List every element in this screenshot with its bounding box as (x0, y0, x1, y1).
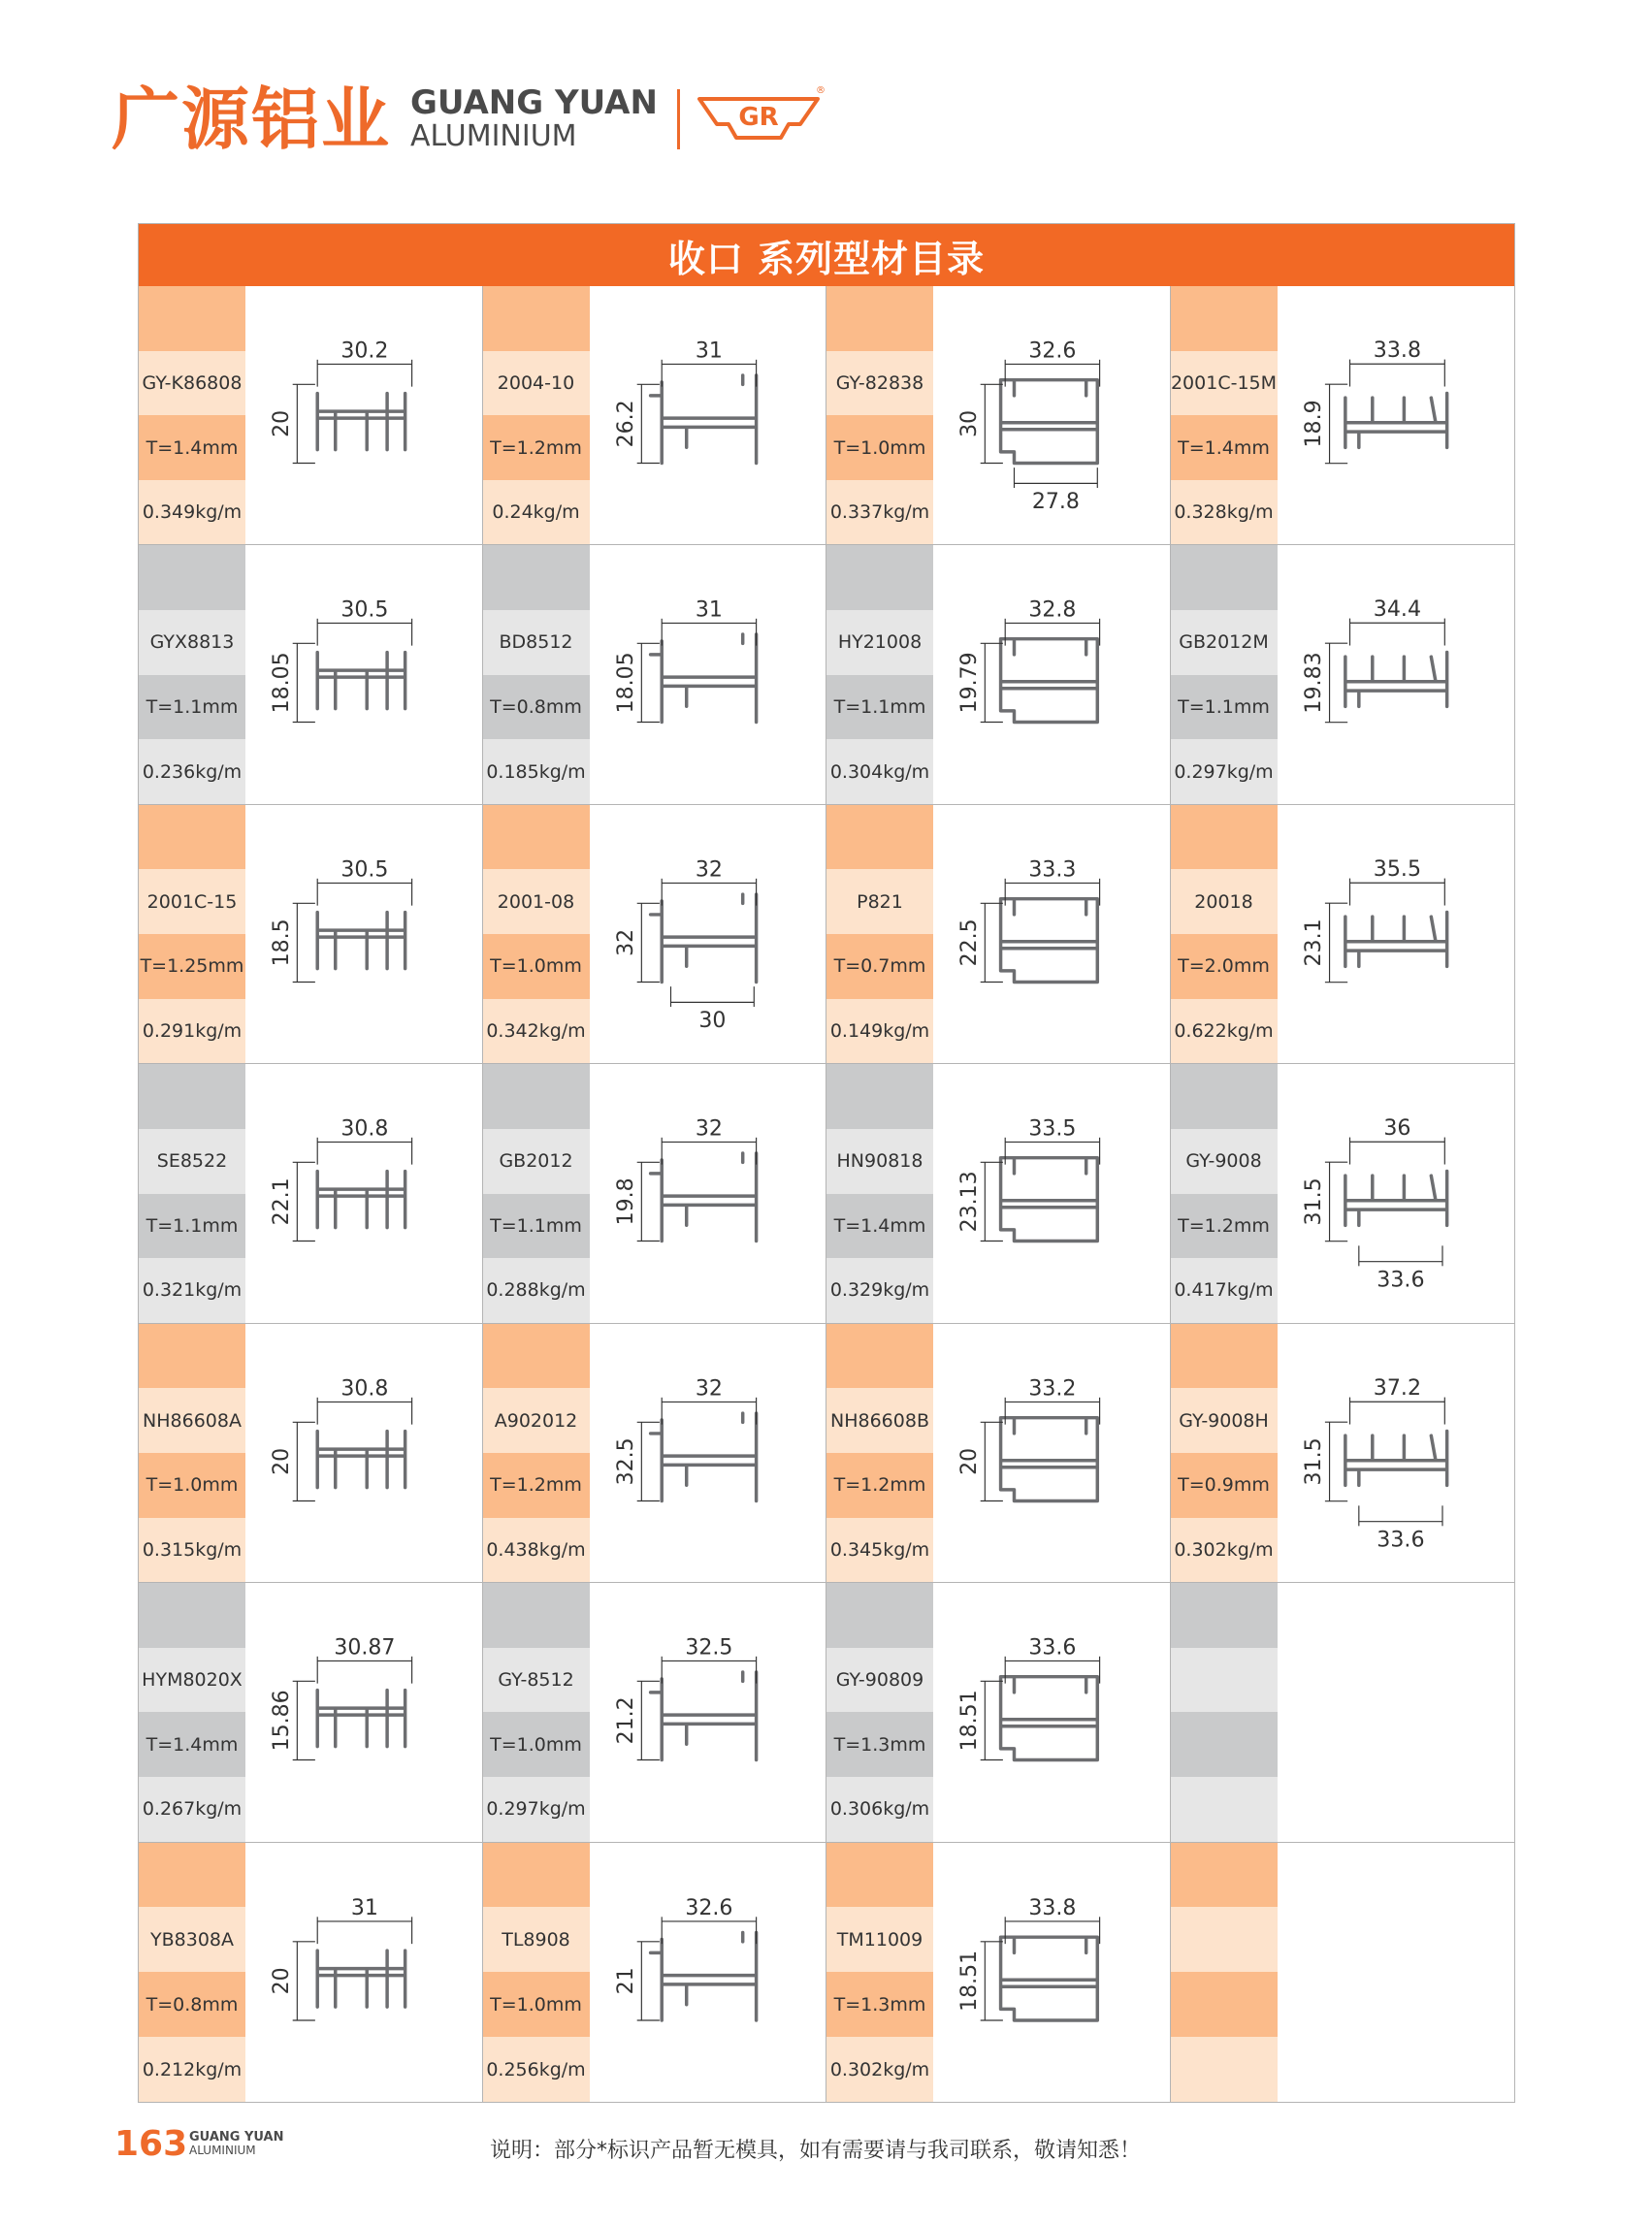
dimension-height: 18.05 (270, 652, 295, 714)
profile-section-diagram (933, 286, 1170, 544)
logo-letters: GR (738, 103, 779, 132)
profile-weight: 0.306kg/m (826, 1777, 933, 1842)
profile-weight: 0.321kg/m (139, 1258, 245, 1323)
dimension-height: 15.86 (270, 1690, 295, 1752)
profile-weight: 0.328kg/m (1171, 480, 1278, 545)
profile-drawing (933, 805, 1170, 1063)
profile-thickness: T=1.1mm (483, 1194, 590, 1259)
profile-drawing (245, 1324, 482, 1582)
profile-section-diagram (590, 1843, 826, 2102)
profile-cell (483, 1324, 827, 1583)
header-band (483, 1583, 590, 1648)
dimension-height: 30 (957, 409, 983, 437)
header-band (826, 1324, 933, 1389)
profile-section-diagram (245, 1583, 482, 1841)
dimension-height: 20 (270, 409, 295, 437)
dimension-width: 34.4 (1373, 597, 1421, 623)
profile-weight (1171, 2037, 1278, 2102)
profile-thickness: T=1.1mm (139, 1194, 245, 1259)
profile-code: 2004-10 (483, 351, 590, 416)
profile-cell (483, 1064, 827, 1323)
profile-thickness: T=1.0mm (139, 1453, 245, 1518)
profile-section-diagram (245, 1064, 482, 1322)
profile-thickness: T=1.3mm (826, 1712, 933, 1777)
brand-name-cn: 广源铝业 (112, 80, 391, 159)
profile-code: 2001C-15M (1171, 351, 1278, 416)
profile-code: GY-8512 (483, 1648, 590, 1713)
profile-section-diagram (1278, 545, 1515, 803)
dimension-width: 32 (695, 1376, 723, 1402)
dimension-width: 32 (695, 857, 723, 883)
empty-cell (1171, 1843, 1515, 2102)
profile-drawing (245, 545, 482, 803)
header-band (483, 286, 590, 351)
profile-cell (139, 1843, 483, 2102)
profile-code: HY21008 (826, 610, 933, 675)
profile-code: NH86608A (139, 1388, 245, 1453)
dimension-height: 20 (270, 1447, 295, 1475)
dimension-width: 36 (1382, 1115, 1410, 1142)
profile-drawing (933, 545, 1170, 803)
guangyuan-gr-logo-icon (696, 83, 826, 155)
profile-info (139, 1324, 245, 1582)
profile-thickness: T=0.8mm (139, 1972, 245, 2037)
profile-thickness: T=1.2mm (483, 1453, 590, 1518)
dimension-width: 32.6 (1028, 339, 1077, 364)
profile-code: TM11009 (826, 1907, 933, 1972)
profile-weight: 0.256kg/m (483, 2037, 590, 2102)
profile-cell (139, 545, 483, 804)
dimension-width: 31 (695, 597, 723, 623)
header-band (483, 1064, 590, 1129)
profile-thickness: T=1.0mm (826, 415, 933, 480)
profile-drawing (590, 1843, 826, 2102)
profile-weight: 0.329kg/m (826, 1258, 933, 1323)
profile-info (826, 1324, 933, 1582)
profile-thickness: T=0.7mm (826, 934, 933, 999)
profile-thickness: T=0.8mm (483, 675, 590, 740)
profile-section-diagram (933, 805, 1170, 1063)
dimension-bottom: 33.6 (1376, 1267, 1425, 1293)
dimension-width: 33.8 (1373, 338, 1421, 364)
dimension-height: 22.5 (957, 919, 983, 967)
profile-info (1171, 1324, 1278, 1582)
dimension-height: 32.5 (613, 1437, 638, 1486)
dimension-height: 20 (957, 1447, 983, 1475)
profile-drawing (1278, 805, 1515, 1063)
profile-drawing (933, 286, 1170, 544)
profile-thickness: T=1.1mm (826, 675, 933, 740)
profile-drawing (1278, 1064, 1515, 1322)
header-band (826, 1583, 933, 1648)
profile-drawing (933, 1064, 1170, 1322)
dimension-height: 18.5 (270, 919, 295, 967)
profile-code: TL8908 (483, 1907, 590, 1972)
profile-cell (826, 1064, 1171, 1323)
profile-info (1171, 545, 1278, 803)
profile-code: GY-9008H (1171, 1388, 1278, 1453)
dimension-width: 30.5 (340, 597, 389, 623)
profile-drawing (245, 286, 482, 544)
profile-cell (483, 286, 827, 545)
brand-divider (677, 89, 680, 149)
profile-info (1171, 1064, 1278, 1322)
dimension-bottom: 33.6 (1376, 1526, 1425, 1552)
profile-section-diagram (590, 286, 826, 544)
profile-code: GY-K86808 (139, 351, 245, 416)
profile-weight: 0.342kg/m (483, 999, 590, 1064)
profile-thickness: T=1.4mm (139, 415, 245, 480)
profile-info (483, 545, 590, 803)
profile-weight: 0.304kg/m (826, 739, 933, 804)
profile-weight: 0.24kg/m (483, 480, 590, 545)
profile-section-diagram (1278, 286, 1515, 544)
profile-info (826, 1064, 933, 1322)
profile-thickness: T=2.0mm (1171, 934, 1278, 999)
header-band (1171, 545, 1278, 610)
header-band (483, 1324, 590, 1389)
profile-cell (1171, 1324, 1515, 1583)
profile-info (139, 1064, 245, 1322)
profile-code: GYX8813 (139, 610, 245, 675)
profile-thickness: T=1.1mm (139, 675, 245, 740)
dimension-bottom: 30 (697, 1008, 726, 1033)
profile-weight: 0.291kg/m (139, 999, 245, 1064)
profile-info (826, 805, 933, 1063)
profile-code: HN90818 (826, 1129, 933, 1194)
profile-section-diagram (245, 1843, 482, 2102)
profile-thickness: T=1.0mm (483, 934, 590, 999)
profile-weight: 0.236kg/m (139, 739, 245, 804)
header-band (139, 805, 245, 870)
profile-drawing (245, 1583, 482, 1841)
profile-info (1171, 1843, 1278, 2102)
profile-cell (826, 805, 1171, 1064)
profile-section-diagram (245, 545, 482, 803)
dimension-height: 31.5 (1300, 1177, 1326, 1226)
profile-cell (826, 286, 1171, 545)
profile-drawing (590, 1064, 826, 1322)
profile-code: SE8522 (139, 1129, 245, 1194)
dimension-width: 33.2 (1028, 1376, 1077, 1402)
dimension-width: 30.8 (340, 1116, 389, 1142)
dimension-width: 30.5 (340, 857, 389, 883)
footer-brand-line1: GUANG YUAN (189, 2130, 284, 2144)
profile-thickness: T=1.4mm (139, 1712, 245, 1777)
dimension-height: 19.79 (957, 652, 983, 714)
dimension-width: 33.8 (1028, 1895, 1077, 1920)
profile-section-diagram (590, 805, 826, 1063)
profile-info (1171, 286, 1278, 544)
dimension-width: 35.5 (1373, 856, 1421, 883)
profile-cell (826, 1583, 1171, 1842)
header-band (1171, 1843, 1278, 1908)
profile-thickness (1171, 1712, 1278, 1777)
profile-weight: 0.417kg/m (1171, 1258, 1278, 1323)
profile-code: GY-82838 (826, 351, 933, 416)
dimension-height: 21 (613, 1966, 638, 1994)
profile-thickness: T=1.0mm (483, 1712, 590, 1777)
profile-weight: 0.267kg/m (139, 1777, 245, 1842)
dimension-width: 32.8 (1028, 597, 1077, 623)
profile-info (826, 286, 933, 544)
profile-catalog-table (138, 223, 1515, 2103)
header-band (483, 1843, 590, 1908)
profile-code: HYM8020X (139, 1648, 245, 1713)
dimension-width: 30.2 (340, 339, 389, 364)
profile-code: BD8512 (483, 610, 590, 675)
header-band (826, 1064, 933, 1129)
profile-thickness: T=1.2mm (1171, 1194, 1278, 1259)
profile-info (483, 1843, 590, 2102)
profile-thickness: T=1.25mm (139, 934, 245, 999)
profile-section-diagram (245, 1324, 482, 1582)
profile-thickness: T=1.0mm (483, 1972, 590, 2037)
profile-code: A902012 (483, 1388, 590, 1453)
profile-drawing (933, 1843, 1170, 2102)
profile-section-diagram (933, 1583, 1170, 1841)
profile-weight: 0.212kg/m (139, 2037, 245, 2102)
dimension-width: 32 (695, 1116, 723, 1142)
profile-thickness (1171, 1972, 1278, 2037)
footer-brand (189, 2131, 283, 2156)
catalog-title: 收口 系列型材目录 (139, 224, 1514, 286)
profile-info (826, 545, 933, 803)
header-band (826, 286, 933, 351)
svg-text:®: ® (815, 85, 826, 96)
profile-code: GB2012 (483, 1129, 590, 1194)
profile-info (483, 286, 590, 544)
profile-cell (1171, 805, 1515, 1064)
profile-section-diagram (590, 1583, 826, 1841)
profile-cell (139, 1064, 483, 1323)
dimension-bottom: 27.8 (1031, 489, 1080, 514)
profile-cell (1171, 286, 1515, 545)
profile-cell (826, 545, 1171, 804)
profile-drawing (1278, 1843, 1515, 2102)
profile-code: NH86608B (826, 1388, 933, 1453)
dimension-height: 26.2 (613, 400, 638, 448)
profile-code: GY-90809 (826, 1648, 933, 1713)
profile-section-diagram (590, 1324, 826, 1582)
profile-cell (1171, 545, 1515, 804)
dimension-width: 30.8 (340, 1376, 389, 1402)
dimension-height: 32 (613, 928, 638, 956)
dimension-height: 23.1 (1300, 919, 1326, 967)
profile-info (483, 1324, 590, 1582)
dimension-height: 23.13 (957, 1171, 983, 1233)
profile-drawing (1278, 1324, 1515, 1582)
profile-section-diagram (933, 1843, 1170, 2102)
profile-section-diagram (1278, 1324, 1515, 1582)
profile-info (483, 1064, 590, 1322)
profile-weight: 0.149kg/m (826, 999, 933, 1064)
empty-cell (1171, 1583, 1515, 1842)
header-band (1171, 1324, 1278, 1389)
profile-code: 2001-08 (483, 869, 590, 934)
profile-drawing (590, 1583, 826, 1841)
header-band (1171, 1064, 1278, 1129)
footer-note: 说明：部分*标识产品暂无模具，如有需要请与我司联系，敬请知悉！ (490, 2139, 1142, 2163)
dimension-width: 32.5 (684, 1635, 732, 1661)
dimension-width: 33.5 (1028, 1116, 1077, 1142)
header-band (483, 805, 590, 870)
profile-cell (1171, 1064, 1515, 1323)
dimension-height: 22.1 (270, 1177, 295, 1226)
header-band (1171, 1583, 1278, 1648)
dimension-height: 18.9 (1300, 400, 1326, 448)
dimension-width: 37.2 (1373, 1374, 1421, 1401)
header-band (826, 1843, 933, 1908)
profile-cell (483, 1843, 827, 2102)
profile-cell (483, 805, 827, 1064)
profile-code (1171, 1907, 1278, 1972)
profile-drawing (590, 1324, 826, 1582)
profile-drawing (590, 545, 826, 803)
profile-code: YB8308A (139, 1907, 245, 1972)
dimension-height: 31.5 (1300, 1437, 1326, 1486)
header-band (139, 286, 245, 351)
profile-weight: 0.302kg/m (1171, 1518, 1278, 1583)
profile-drawing (245, 1843, 482, 2102)
profile-drawing (1278, 286, 1515, 544)
profile-weight: 0.345kg/m (826, 1518, 933, 1583)
profile-code: P821 (826, 869, 933, 934)
profile-thickness: T=1.3mm (826, 1972, 933, 2037)
profile-thickness: T=1.2mm (826, 1453, 933, 1518)
header-band (139, 1583, 245, 1648)
dimension-height: 19.83 (1300, 652, 1326, 715)
profile-weight: 0.622kg/m (1171, 999, 1278, 1064)
profile-weight: 0.185kg/m (483, 739, 590, 804)
header-band (139, 1324, 245, 1389)
footer-brand-line2: ALUMINIUM (189, 2143, 256, 2157)
profile-weight: 0.349kg/m (139, 480, 245, 545)
profile-cell (483, 545, 827, 804)
profile-drawing (933, 1324, 1170, 1582)
header-band (826, 805, 933, 870)
profile-info (483, 805, 590, 1063)
profile-cell (139, 805, 483, 1064)
profile-cell (139, 286, 483, 545)
profile-info (139, 805, 245, 1063)
profile-weight: 0.438kg/m (483, 1518, 590, 1583)
profile-cell (483, 1583, 827, 1842)
profile-weight: 0.297kg/m (1171, 739, 1278, 804)
profile-info (139, 545, 245, 803)
profile-weight: 0.315kg/m (139, 1518, 245, 1583)
profile-section-diagram (245, 805, 482, 1063)
profile-section-diagram (933, 1324, 1170, 1582)
profile-cell (139, 1583, 483, 1842)
header-band (139, 1843, 245, 1908)
profile-code: 2001C-15 (139, 869, 245, 934)
profile-weight: 0.337kg/m (826, 480, 933, 545)
profile-section-diagram (933, 545, 1170, 803)
profile-code: GB2012M (1171, 610, 1278, 675)
profile-cell (826, 1324, 1171, 1583)
profile-section-diagram (245, 286, 482, 544)
profile-section-diagram (933, 1064, 1170, 1322)
dimension-height: 20 (270, 1966, 295, 1994)
dimension-height: 18.05 (613, 652, 638, 714)
header-band (139, 1064, 245, 1129)
profile-thickness: T=1.4mm (1171, 415, 1278, 480)
header-band (139, 545, 245, 610)
profile-cell (826, 1843, 1171, 2102)
header-band (483, 545, 590, 610)
profile-code: GY-9008 (1171, 1129, 1278, 1194)
brand-name-en-line2: ALUMINIUM (410, 119, 577, 154)
profile-drawing (590, 286, 826, 544)
profile-section-diagram (1278, 805, 1515, 1063)
dimension-width: 33.6 (1028, 1635, 1077, 1661)
profile-thickness: T=1.1mm (1171, 675, 1278, 740)
profile-weight: 0.288kg/m (483, 1258, 590, 1323)
brand-name-en (410, 83, 658, 154)
profile-drawing (1278, 545, 1515, 803)
dimension-height: 18.51 (957, 1950, 983, 2012)
profile-section-diagram (1278, 1064, 1515, 1322)
profile-drawing (590, 805, 826, 1063)
dimension-width: 31 (695, 339, 723, 364)
dimension-width: 31 (350, 1895, 378, 1920)
profile-thickness: T=1.2mm (483, 415, 590, 480)
profile-info (139, 286, 245, 544)
profile-weight (1171, 1777, 1278, 1842)
catalog-grid (139, 286, 1514, 2102)
profile-code (1171, 1648, 1278, 1713)
dimension-height: 19.8 (613, 1177, 638, 1226)
header-band (826, 545, 933, 610)
profile-drawing (245, 1064, 482, 1322)
profile-info (826, 1843, 933, 2102)
header-band (1171, 805, 1278, 870)
profile-thickness: T=0.9mm (1171, 1453, 1278, 1518)
profile-section-diagram (590, 1064, 826, 1322)
profile-cell (139, 1324, 483, 1583)
profile-weight: 0.297kg/m (483, 1777, 590, 1842)
profile-code: 20018 (1171, 869, 1278, 934)
brand-header (112, 76, 826, 163)
profile-info (139, 1583, 245, 1841)
profile-info (139, 1843, 245, 2102)
profile-section-diagram (590, 545, 826, 803)
header-band (1171, 286, 1278, 351)
page-number: 163 (114, 2124, 188, 2164)
profile-drawing (933, 1583, 1170, 1841)
profile-info (1171, 805, 1278, 1063)
profile-info (826, 1583, 933, 1841)
profile-thickness: T=1.4mm (826, 1194, 933, 1259)
profile-drawing (1278, 1583, 1515, 1841)
profile-info (483, 1583, 590, 1841)
dimension-height: 21.2 (613, 1696, 638, 1745)
profile-weight: 0.302kg/m (826, 2037, 933, 2102)
profile-info (1171, 1583, 1278, 1841)
dimension-height: 18.51 (957, 1690, 983, 1752)
dimension-width: 32.6 (684, 1895, 732, 1920)
brand-name-en-line1: GUANG YUAN (410, 83, 658, 123)
profile-drawing (245, 805, 482, 1063)
dimension-width: 30.87 (334, 1635, 396, 1661)
dimension-width: 33.3 (1028, 857, 1077, 883)
